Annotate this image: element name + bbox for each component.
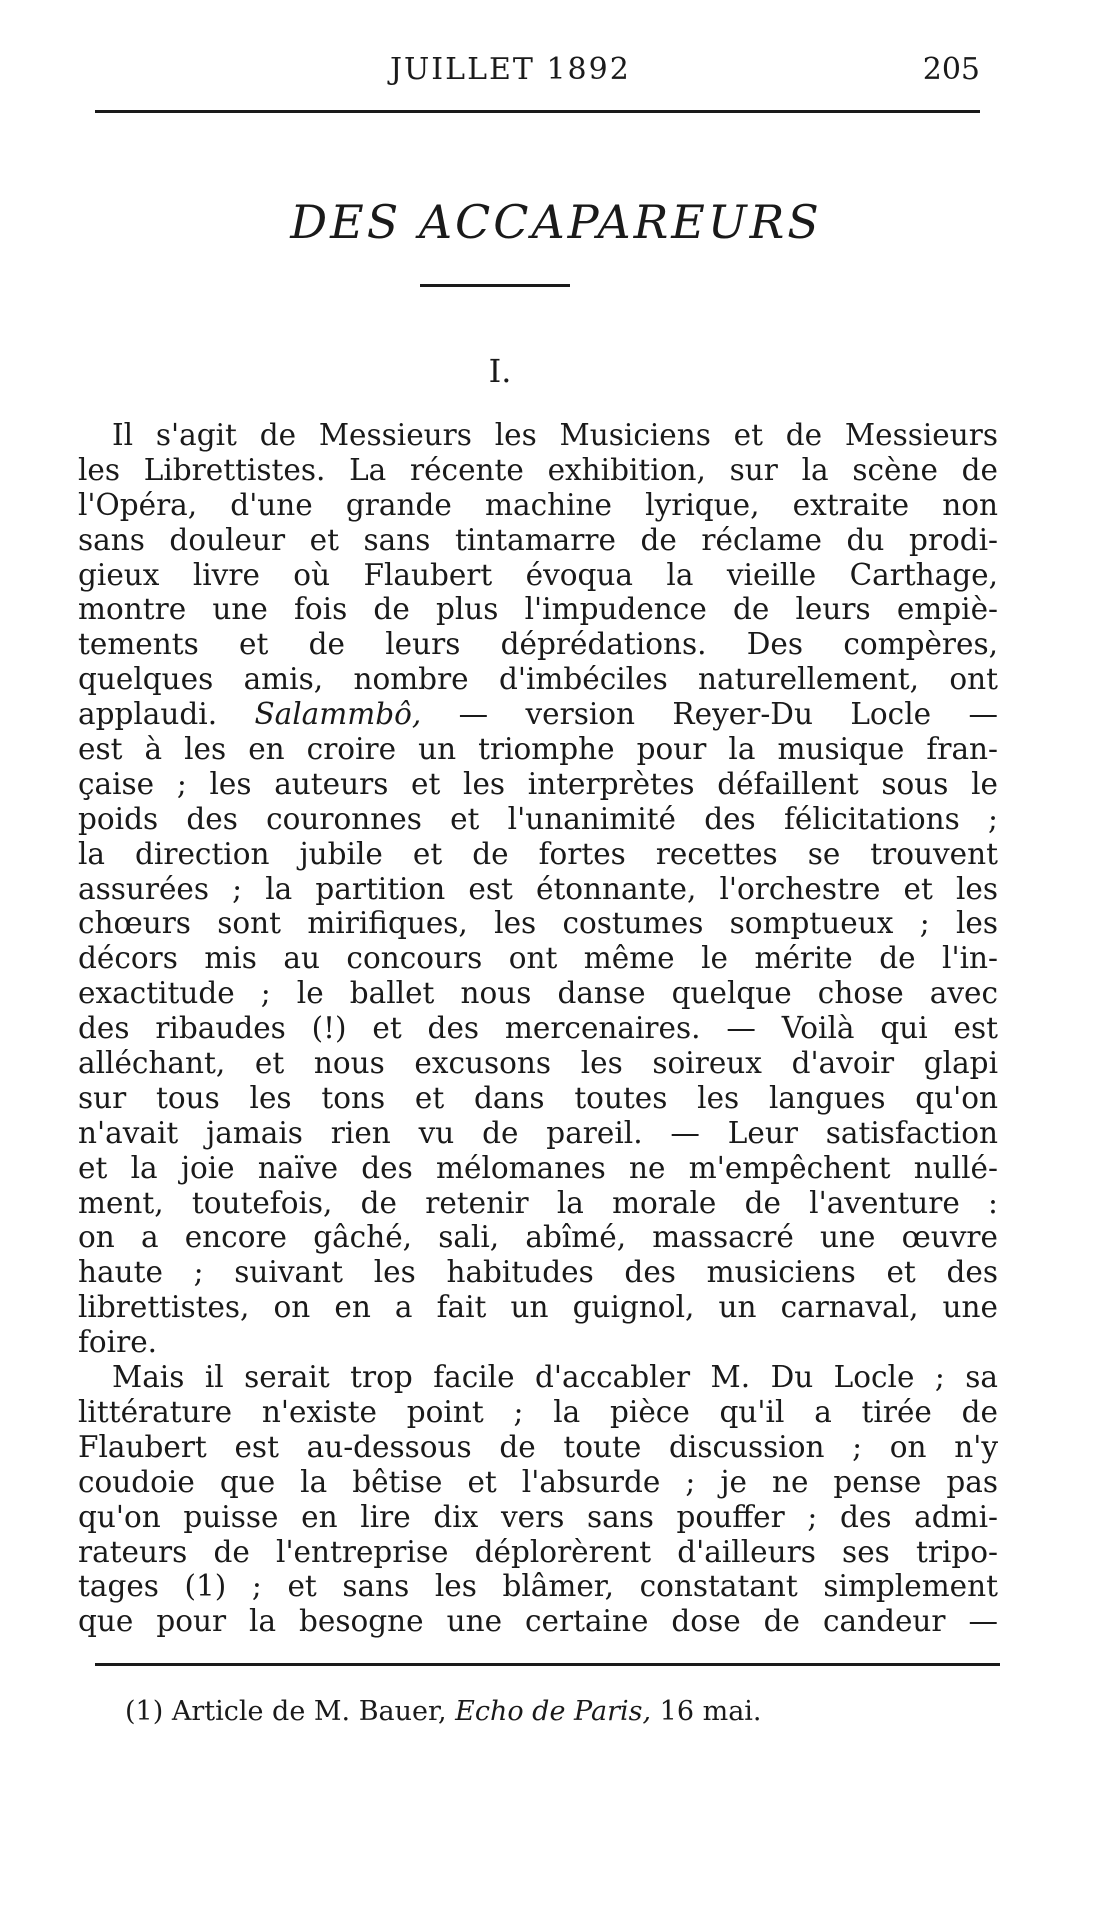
text-line: littérature n'existe point ; la pièce qu'il a tirée de (78, 1394, 998, 1429)
text-fragment: applaudi. (78, 697, 218, 732)
text-line: et la joie naïve des mélomanes ne m'empêchent nullé- (78, 1150, 998, 1185)
text-line: sur tous les tons et dans toutes les langues qu'on (78, 1080, 998, 1115)
section-number: I. (488, 352, 512, 390)
text-line: ment, toutefois, de retenir la morale de l'aventure : (78, 1185, 998, 1220)
text-line: n'avait jamais rien vu de pareil. — Leur satisfaction (78, 1115, 998, 1150)
text-line: Mais il serait trop facile d'accabler M. Du Locle ; sa (112, 1360, 998, 1395)
footnote (125, 1696, 762, 1727)
text-line: poids des couronnes et l'unanimité des félicitations ; (78, 801, 998, 836)
text-line: haute ; suivant les habitudes des musiciens et des (78, 1255, 998, 1290)
text-line: tages (1) ; et sans les blâmer, constatant simplement (78, 1569, 998, 1604)
article-title: DES ACCAPAREURS (290, 195, 822, 249)
article-body (78, 418, 998, 1639)
text-line: des ribaudes (!) et des mercenaires. — Voilà qui est (78, 1011, 998, 1046)
text-line: on a encore gâché, sali, abîmé, massacré une œuvre (78, 1220, 998, 1255)
footnote-prefix: (1) Article de M. Bauer, (125, 1696, 447, 1727)
text-line: Il s'agit de Messieurs les Musiciens et de Messieurs (112, 418, 998, 452)
text-line: coudoie que la bêtise et l'absurde ; je ne pense pas (78, 1464, 998, 1499)
text-line: tements et de leurs déprédations. Des compères, (78, 627, 998, 662)
text-line: quelques amis, nombre d'imbéciles naturellement, ont (78, 662, 998, 697)
text-line: montre une fois de plus l'impudence de leurs empiè- (78, 592, 998, 627)
footnote-suffix: 16 mai. (659, 1696, 762, 1727)
text-line: la direction jubile et de fortes recettes se trouvent (78, 836, 998, 871)
text-line: que pour la besogne une certaine dose de candeur — (78, 1604, 998, 1639)
page-number: 205 (922, 52, 980, 87)
title-rule (420, 284, 570, 287)
text-line: sans douleur et sans tintamarre de réclame du prodi- (78, 522, 998, 557)
text-line: décors mis au concours ont même le mérite de l'in- (78, 941, 998, 976)
running-head (95, 52, 1005, 92)
text-line: chœurs sont mirifiques, les costumes somptueux ; les (78, 906, 998, 941)
text-line: assurées ; la partition est étonnante, l'orchestre et les (78, 871, 998, 906)
footnote-source: Echo de Paris, (455, 1696, 652, 1727)
text-line: rateurs de l'entreprise déplorèrent d'ailleurs ses tripo- (78, 1534, 998, 1569)
text-line: alléchant, et nous excusons les soireux d'avoir glapi (78, 1046, 998, 1081)
text-line: librettistes, on en a fait un guignol, un carnaval, une (78, 1290, 998, 1325)
running-title: JUILLET 1892 (390, 52, 631, 87)
text-line: les Librettistes. La récente exhibition, sur la scène de (78, 452, 998, 487)
text-line: Flaubert est au-dessous de toute discussion ; on n'y (78, 1429, 998, 1464)
text-line: exactitude ; le ballet nous danse quelque chose avec (78, 976, 998, 1011)
work-title: Salammbô, (254, 697, 422, 732)
text-line: gieux livre où Flaubert évoqua la vieille Carthage, (78, 557, 998, 592)
text-line (78, 697, 998, 732)
header-rule (95, 110, 980, 113)
text-line: çaise ; les auteurs et les interprètes défaillent sous le (78, 766, 998, 801)
text-fragment: — version Reyer-Du Locle — (458, 697, 998, 732)
text-line: est à les en croire un triomphe pour la musique fran- (78, 732, 998, 767)
text-line: foire. (78, 1325, 158, 1360)
footnote-rule (95, 1663, 1000, 1666)
text-line: l'Opéra, d'une grande machine lyrique, extraite non (78, 487, 998, 522)
text-line: qu'on puisse en lire dix vers sans pouffer ; des admi- (78, 1499, 998, 1534)
